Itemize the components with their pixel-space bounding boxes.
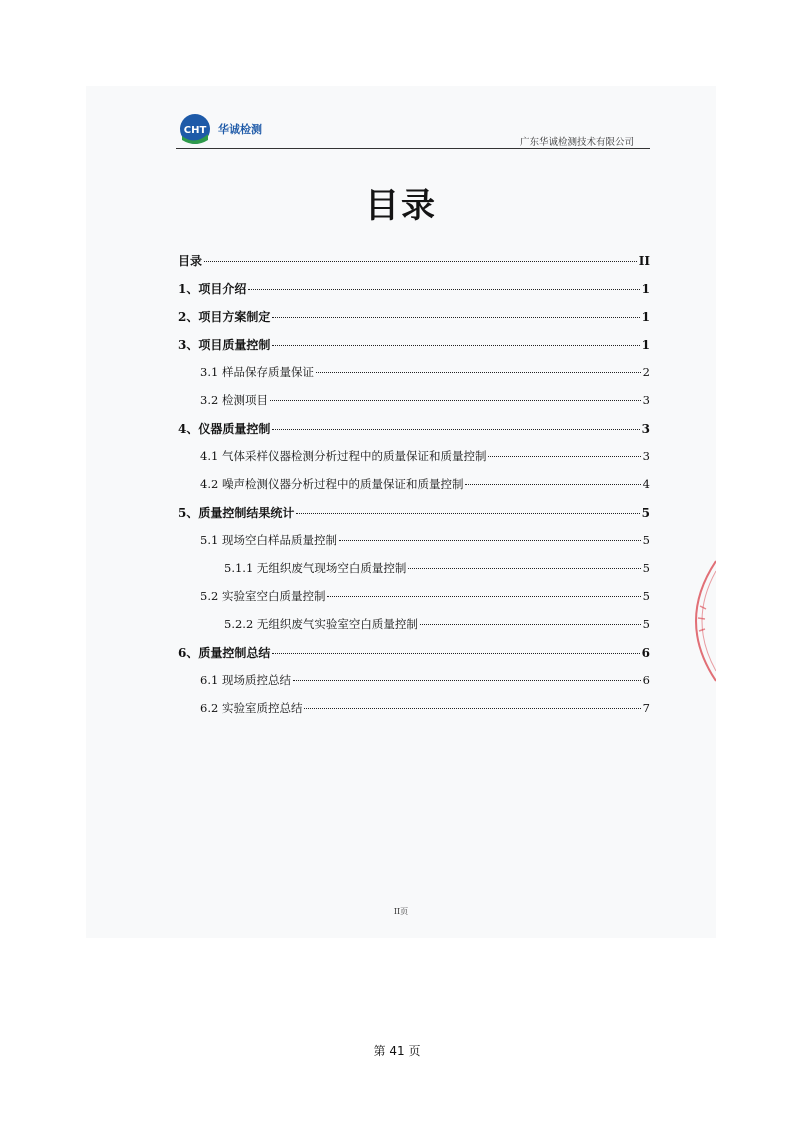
toc-entry-page: II (638, 254, 650, 268)
toc-entry-label: 5.2 实验室空白质量控制 (200, 589, 326, 603)
table-of-contents (178, 252, 650, 728)
toc-entry-page: 6 (642, 673, 650, 687)
toc-entry-page: 7 (642, 701, 650, 715)
header-divider (176, 148, 650, 149)
company-name: 广东华诚检测技术有限公司 (519, 137, 634, 148)
page-title: 目录 (365, 186, 437, 226)
toc-entry[interactable] (178, 392, 650, 420)
toc-entry-label: 5.1.1 无组织废气现场空白质量控制 (224, 561, 407, 575)
toc-dot-leader (304, 708, 640, 709)
toc-entry[interactable] (178, 364, 650, 392)
toc-dot-leader (465, 484, 640, 485)
toc-entry-page: 5 (642, 561, 650, 575)
toc-entry-page: 3 (641, 422, 650, 436)
toc-entry[interactable] (178, 280, 650, 308)
toc-dot-leader (293, 680, 641, 681)
toc-entry-page: 1 (641, 338, 650, 352)
toc-dot-leader (420, 624, 641, 625)
toc-entry[interactable] (178, 672, 650, 700)
toc-entry[interactable] (178, 448, 650, 476)
toc-dot-leader (296, 513, 639, 514)
scanned-page (86, 86, 716, 938)
toc-entry-label: 1、项目介绍 (178, 282, 247, 296)
toc-entry[interactable] (178, 588, 650, 616)
toc-entry[interactable] (178, 532, 650, 560)
toc-dot-leader (272, 317, 639, 318)
toc-dot-leader (270, 400, 641, 401)
logo-mark-text: CHT (183, 125, 207, 136)
toc-entry-label: 2、项目方案制定 (178, 310, 271, 324)
logo-mark-icon (178, 112, 212, 146)
toc-entry[interactable] (178, 476, 650, 504)
toc-entry-label: 6.2 实验室质控总结 (200, 701, 303, 715)
toc-entry[interactable] (178, 644, 650, 672)
toc-entry-page: 1 (641, 282, 650, 296)
toc-dot-leader (204, 261, 637, 262)
company-logo (178, 112, 262, 146)
toc-entry-page: 3 (642, 449, 650, 463)
toc-entry[interactable] (178, 560, 650, 588)
toc-dot-leader (316, 372, 641, 373)
toc-entry-page: 3 (642, 393, 650, 407)
toc-entry-page: 5 (642, 533, 650, 547)
toc-entry-page: 2 (642, 365, 650, 379)
toc-dot-leader (272, 345, 639, 346)
toc-entry[interactable] (178, 252, 650, 280)
toc-entry-label: 4.1 气体采样仪器检测分析过程中的质量保证和质量控制 (200, 449, 487, 463)
inner-page-number: II页 (393, 907, 409, 916)
toc-entry-label: 5.1 现场空白样品质量控制 (200, 533, 337, 547)
logo-text: 华诚检测 (218, 123, 262, 136)
toc-entry[interactable] (178, 336, 650, 364)
toc-entry[interactable] (178, 700, 650, 728)
toc-entry-label: 3.1 样品保存质量保证 (200, 365, 314, 379)
toc-entry-label: 4、仪器质量控制 (178, 422, 271, 436)
document-page-footer: 第 41 页 (373, 1044, 421, 1058)
toc-entry-label: 5、质量控制结果统计 (178, 506, 295, 520)
toc-entry-page: 5 (642, 589, 650, 603)
toc-entry-page: 5 (641, 506, 650, 520)
toc-dot-leader (272, 653, 639, 654)
toc-entry-label: 6.1 现场质控总结 (200, 673, 291, 687)
toc-entry-label: 3、项目质量控制 (178, 338, 271, 352)
toc-entry-label: 目录 (178, 254, 203, 268)
toc-entry-label: 3.2 检测项目 (200, 393, 268, 407)
toc-entry-page: 1 (641, 310, 650, 324)
toc-dot-leader (248, 289, 639, 290)
toc-entry-label: 6、质量控制总结 (178, 646, 271, 660)
toc-entry-page: 6 (641, 646, 650, 660)
toc-entry[interactable] (178, 420, 650, 448)
toc-dot-leader (272, 429, 639, 430)
red-seal-stamp-icon (686, 556, 716, 686)
toc-entry[interactable] (178, 308, 650, 336)
toc-dot-leader (327, 596, 640, 597)
toc-entry-page: 5 (642, 617, 650, 631)
toc-dot-leader (339, 540, 641, 541)
toc-entry-page: 4 (642, 477, 650, 491)
toc-entry[interactable] (178, 616, 650, 644)
toc-dot-leader (488, 456, 640, 457)
toc-entry-label: 4.2 噪声检测仪器分析过程中的质量保证和质量控制 (200, 477, 464, 491)
toc-entry-label: 5.2.2 无组织废气实验室空白质量控制 (224, 617, 418, 631)
toc-entry[interactable] (178, 504, 650, 532)
toc-dot-leader (408, 568, 640, 569)
